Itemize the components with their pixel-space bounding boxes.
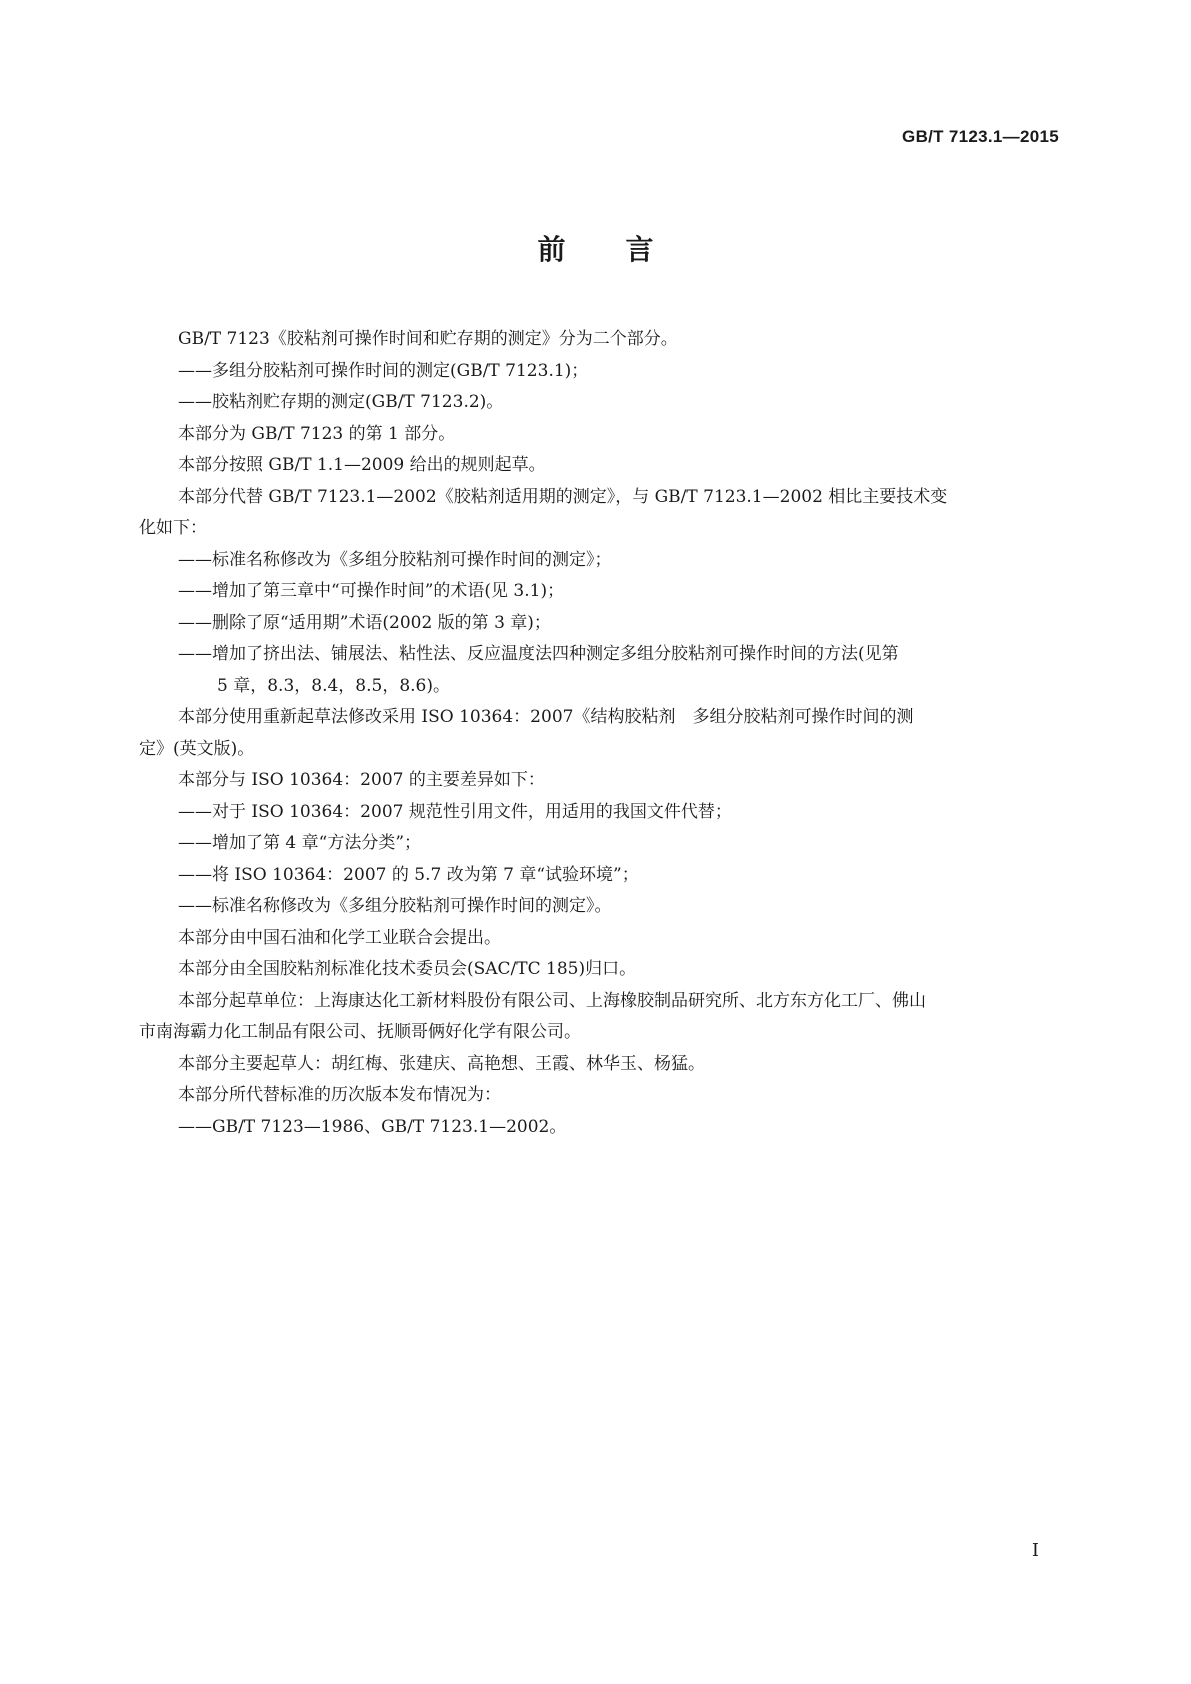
page-number: I	[1031, 1540, 1039, 1561]
list-item: ——标准名称修改为《多组分胶粘剂可操作时间的测定》；	[178, 549, 612, 570]
foreword-body	[139, 324, 1060, 1143]
list-item: ——增加了第 4 章“方法分类”；	[178, 833, 422, 853]
paragraph: GB/T 7123《胶粘剂可操作时间和贮存期的测定》分为二个部分。	[178, 329, 678, 349]
list-item: ——增加了挤出法、铺展法、粘性法、反应温度法四种测定多组分胶粘剂可操作时间的方法(见第	[178, 644, 899, 664]
paragraph: 本部分所代替标准的历次版本发布情况为：	[178, 1085, 501, 1105]
paragraph-continuation: 市南海霸力化工制品有限公司、抚顺哥俩好化学有限公司。	[139, 1022, 581, 1042]
paragraph: 本部分主要起草人：胡红梅、张建庆、高艳想、王霞、林华玉、杨猛。	[178, 1053, 705, 1074]
page-title: 前言	[537, 233, 714, 266]
list-item: ——将 ISO 10364：2007 的 5.7 改为第 7 章“试验环境”；	[178, 864, 639, 885]
document-code: GB/T 7123.1—2015	[902, 127, 1059, 146]
paragraph: 本部分由中国石油和化学工业联合会提出。	[178, 927, 501, 948]
list-item: ——增加了第三章中“可操作时间”的术语(见 3.1)；	[178, 581, 565, 601]
paragraph: 本部分为 GB/T 7123 的第 1 部分。	[178, 423, 456, 444]
list-item-continuation: 5 章，8.3，8.4，8.5，8.6)。	[217, 675, 450, 696]
paragraph: 本部分起草单位：上海康达化工新材料股份有限公司、上海橡胶制品研究所、北方东方化工厂、佛山	[178, 990, 926, 1011]
paragraph: 本部分与 ISO 10364：2007 的主要差异如下：	[178, 770, 545, 790]
list-item: ——删除了原“适用期”术语(2002 版的第 3 章)；	[178, 612, 551, 633]
list-item: ——标准名称修改为《多组分胶粘剂可操作时间的测定》。	[178, 896, 612, 916]
list-item: ——对于 ISO 10364：2007 规范性引用文件，用适用的我国文件代替；	[178, 801, 732, 822]
list-item: ——多组分胶粘剂可操作时间的测定(GB/T 7123.1)；	[178, 360, 589, 381]
paragraph-continuation: 定》(英文版)。	[139, 738, 255, 759]
paragraph: 本部分使用重新起草法修改采用 ISO 10364：2007《结构胶粘剂 多组分胶粘剂可操作时间的测	[178, 707, 914, 727]
paragraph: 本部分由全国胶粘剂标准化技术委员会(SAC/TC 185)归口。	[178, 959, 637, 979]
list-item: ——GB/T 7123—1986、GB/T 7123.1—2002。	[178, 1116, 567, 1137]
paragraph: 本部分代替 GB/T 7123.1—2002《胶粘剂适用期的测定》，与 GB/T 7123.1—2002 相比主要技术变	[178, 486, 948, 507]
list-item: ——胶粘剂贮存期的测定(GB/T 7123.2)。	[178, 392, 504, 412]
paragraph-continuation: 化如下：	[139, 518, 207, 538]
paragraph: 本部分按照 GB/T 1.1—2009 给出的规则起草。	[178, 455, 546, 475]
